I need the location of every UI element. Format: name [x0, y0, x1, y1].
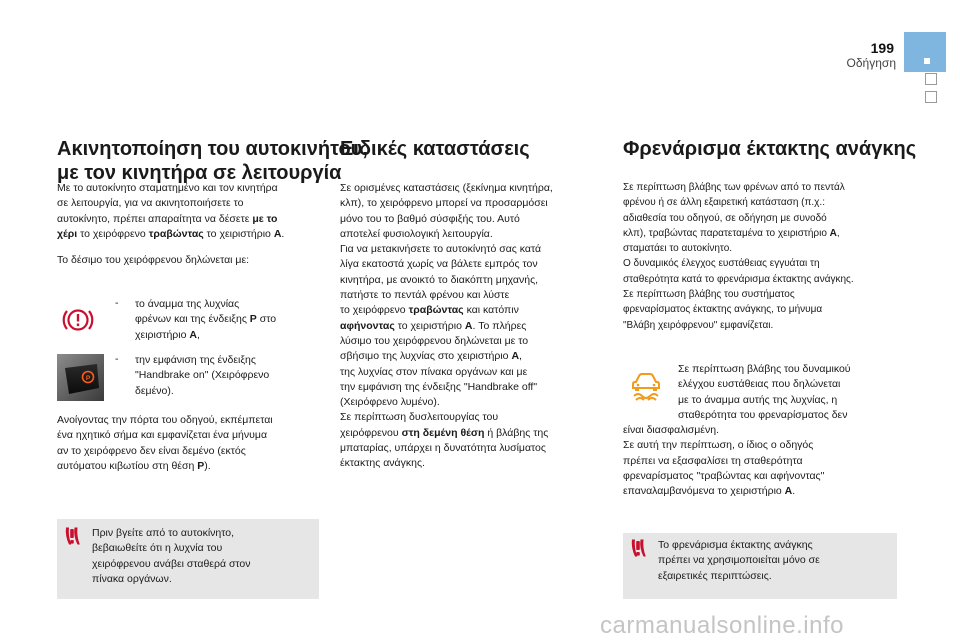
- warning-exclamation-icon: [64, 526, 84, 546]
- emergency-braking-paragraph: Σε περίπτωση βλάβης των φρένων από το πεντάλ φρένου ή σε άλλη εξαιρετική κατάσταση (π.χ.: αδιαθεσία του οδηγού, σε οδήγηση με συνοδό κλπ), τραβώντας παρατεταμένα το χειριστήριο A, σταματάει το αυτοκίνητο. Ο δυναμικός έλεγχος ευστάθειας εγγυάται τη σταθερότητα κατά το φρενάρισμα έκτακτης ανάγκης. Σε περίπτωση βλάβης του συστήματος φρεναρίσματος έκτακτης ανάγκης, το μήνυμα "Βλάβη χειρόφρενου" εμφανίζεται.: [623, 182, 854, 331]
- stability-control-warning-icon: [628, 368, 664, 402]
- bullet-handbrake-on: την εμφάνιση της ένδειξης "Handbrake on" (Χειρόφρενο δεμένο).: [135, 354, 270, 397]
- special-situations-paragraph: Σε ορισμένες καταστάσεις (ξεκίνημα κινητήρα, κλπ), το χειρόφρενο μπορεί να προσαρμόσει μόνο του το βαθμό σύσφιξής του. Αυτό αποτελεί φυσιολογική λειτουργία. Για να μετακινήσετε το αυτοκίνητό σας κατά λίγα εκατοστά χωρίς να βάλετε εμπρός τον κινητήρα, με ανοικτό το διακόπτη μηχανής, πατήστε το πεντάλ φρένου και λύστε το χειρόφρενο τραβώντας και κατόπιν αφήνοντας το χειριστήριο A. Το πλήρες λύσιμο του χειρόφρενου δηλώνεται με το σβήσιμο της λυχνίας στο χειριστήριο A, της λυχνίας στον πίνακα οργάνων και με την εμφάνιση της ένδειξης "Handbrake off" (Χειρόφρενο λυμένο). Σε περίπτωση δυσλειτουργίας του χειρόφρενου στη δεμένη θέση ή βλάβης της μπαταρίας, υπάρχει η δυνατότητα λυσίματος έκτακτης ανάγκης.: [340, 182, 553, 470]
- brake-warning-icon: [61, 303, 95, 337]
- indicated-by-text: Το δέσιμο του χειρόφρενου δηλώνεται με:: [57, 254, 250, 266]
- svg-text:P: P: [85, 375, 91, 382]
- door-open-paragraph: Ανοίγοντας την πόρτα του οδηγού, εκπέμπεται ένα ηχητικό σήμα και εμφανίζεται ένα μήνυμα αν το χειρόφρενο δεν είναι δεμένο (εκτός αυτόματου κιβωτίου στη θέση P).: [57, 414, 273, 472]
- bullet-brake-lamp: το άναμμα της λυχνίας φρένων και της ένδειξης P στο χειριστήριο A,: [135, 298, 277, 341]
- note-emergency-only-text: Το φρενάρισμα έκτακτης ανάγκης πρέπει να χρησιμοποιείται μόνο σε εξαιρετικές περιπτώσεις.: [658, 539, 820, 582]
- bullet-dash: -: [115, 297, 119, 309]
- section-box-2: [925, 91, 937, 103]
- watermark: carmanualsonline.info: [600, 612, 844, 639]
- stability-icon-text: Σε περίπτωση βλάβης του δυναμικού ελέγχου ευστάθειας που δηλώνεται με το άναμμα αυτής της λυχνίας, η σταθερότητα του φρεναρίσματος δεν: [678, 363, 851, 421]
- intro-paragraph: Με το αυτοκίνητο σταματημένο και τον κινητήρα σε λειτουργία, για να ακινητοποιήσετε το αυτοκίνητο, πρέπει απαραίτητα να δέσετε με το χέρι το χειρόφρενο τραβώντας το χειριστήριο A.: [57, 182, 285, 240]
- section-box-1: [925, 73, 937, 85]
- page-number: 199: [870, 40, 894, 56]
- section-tab-marker: [924, 58, 930, 64]
- note-before-exit-text: Πριν βγείτε από το αυτοκίνητο, βεβαιωθείτε ότι η λυχνία του χειρόφρενου ανάβει σταθερά στον πίνακα οργάνων.: [92, 527, 251, 585]
- title-emergency-braking: Φρενάρισμα έκτακτης ανάγκης: [623, 138, 917, 160]
- title-immobilisation-line2: με τον κινητήρα σε λειτουργία: [57, 162, 342, 184]
- warning-exclamation-icon: [630, 538, 650, 558]
- handbrake-control-image: [57, 354, 104, 401]
- section-tab: [904, 32, 946, 72]
- title-immobilisation-line1: Ακινητοποίηση του αυτοκινήτου,: [57, 138, 368, 160]
- title-special-situations: Ειδικές καταστάσεις: [340, 138, 530, 160]
- stability-continuation-text: είναι διασφαλισμένη. Σε αυτή την περίπτωση, ο ίδιος ο οδηγός πρέπει να εξασφαλίσει τη σταθερότητα φρεναρίσματος "τραβώντας και αφήνοντας" επαναλαμβανόμενα το χειριστήριο A.: [623, 424, 825, 498]
- bullet-dash: -: [115, 353, 119, 365]
- section-name: Οδήγηση: [846, 56, 896, 70]
